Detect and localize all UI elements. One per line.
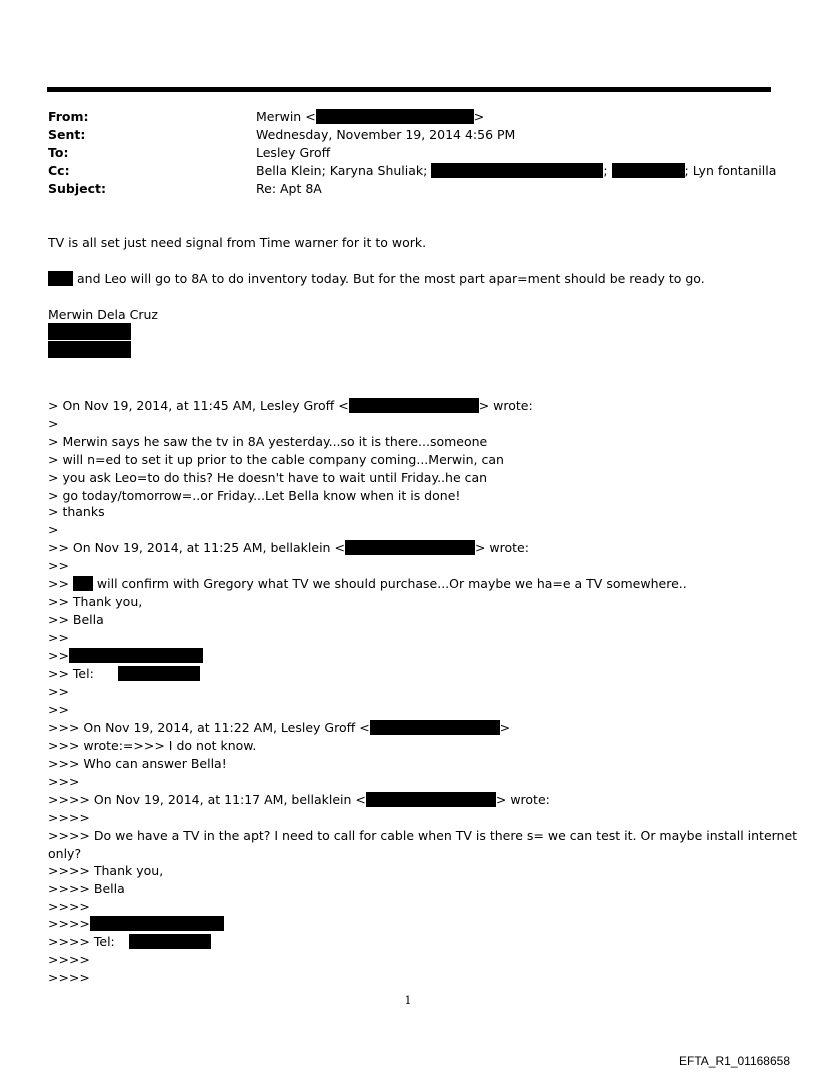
quoted-line: >>>> [48,810,90,825]
quoted-line: >>>> On Nov 19, 2014, at 11:17 AM, bellaklein < > wrote: [48,792,550,807]
redaction-block [48,271,73,286]
to-value: Lesley Groff [256,145,331,160]
header-rule [47,87,771,92]
quoted-line: >>>> Do we have a TV in the apt? I need to call for cable when TV is there s= we can test it. Or maybe install internet [48,828,798,843]
quoted-line: >>> wrote:=>>> I do not know. [48,738,257,753]
quoted-line: >>>> Thank you, [48,863,164,878]
redaction-block [118,666,200,681]
quoted-line: > [48,522,59,537]
quoted-line: >>>> Bella [48,881,125,896]
from-value: Merwin < > [256,109,485,124]
quoted-line: >> [48,702,69,717]
quoted-line: >>>> [48,970,90,985]
cc-value: Bella Klein; Karyna Shuliak; ; ; Lyn fontanilla [256,163,777,178]
redaction-block [48,341,131,358]
to-label: To: [48,145,69,160]
quoted-line: >> On Nov 19, 2014, at 11:25 AM, bellaklein < > wrote: [48,540,529,555]
redaction-block [431,163,603,178]
quoted-line: > will n=ed to set it up prior to the cable company coming...Merwin, can [48,452,504,467]
body-line-1: TV is all set just need signal from Time warner for it to work. [48,235,427,250]
quoted-line: >> [48,630,69,645]
from-label: From: [48,109,89,124]
body-line-2: and Leo will go to 8A to do inventory today. But for the most part apar=ment should be ready to go. [48,270,705,288]
redaction-block [316,109,474,124]
subject-label: Subject: [48,181,106,196]
redaction-block [69,648,203,663]
quoted-line: only? [48,846,82,861]
redaction-block [73,576,93,591]
redaction-block [129,934,211,949]
cc-label: Cc: [48,163,70,178]
redaction-block [345,540,475,555]
redaction-block [370,720,500,735]
quoted-line: > Merwin says he saw the tv in 8A yesterday...so it is there...someone [48,434,488,449]
subject-value: Re: Apt 8A [256,181,322,196]
quoted-line: >>> [48,774,80,789]
quoted-line: >> will confirm with Gregory what TV we should purchase...Or maybe we ha=e a TV somewhere.. [48,576,687,591]
quoted-line: >>>> [48,952,90,967]
sent-value: Wednesday, November 19, 2014 4:56 PM [256,127,516,142]
quoted-line: > thanks [48,504,105,519]
quoted-line: >> [48,558,69,573]
quoted-line: >>>> [48,899,90,914]
redaction-block [612,163,685,178]
quoted-line: > you ask Leo=to do this? He doesn't have to wait until Friday..he can [48,470,488,485]
quoted-line: >>> On Nov 19, 2014, at 11:22 AM, Lesley Groff < > [48,720,511,735]
quoted-line: >>> Who can answer Bella! [48,756,227,771]
quoted-line: > go today/tomorrow=..or Friday...Let Bella know when it is done! [48,488,461,503]
quoted-line: >> [48,647,203,665]
redaction-block [90,916,224,931]
page-number: 1 [404,994,412,1007]
quoted-line: >> [48,684,69,699]
quoted-line: >> Bella [48,612,104,627]
sent-label: Sent: [48,127,86,142]
redaction-block [366,792,496,807]
quoted-line: >>>> Tel: [48,933,211,951]
quoted-line: >> Thank you, [48,594,143,609]
quoted-line: >> Tel: [48,665,200,683]
redaction-block [349,398,479,413]
document-id: EFTA_R1_01168658 [679,1054,790,1068]
quoted-line: > On Nov 19, 2014, at 11:45 AM, Lesley Groff < > wrote: [48,398,533,413]
quoted-line: >>>> [48,915,224,933]
quoted-line: > [48,416,59,431]
redaction-block [48,323,131,340]
signature-name: Merwin Dela Cruz [48,307,158,322]
